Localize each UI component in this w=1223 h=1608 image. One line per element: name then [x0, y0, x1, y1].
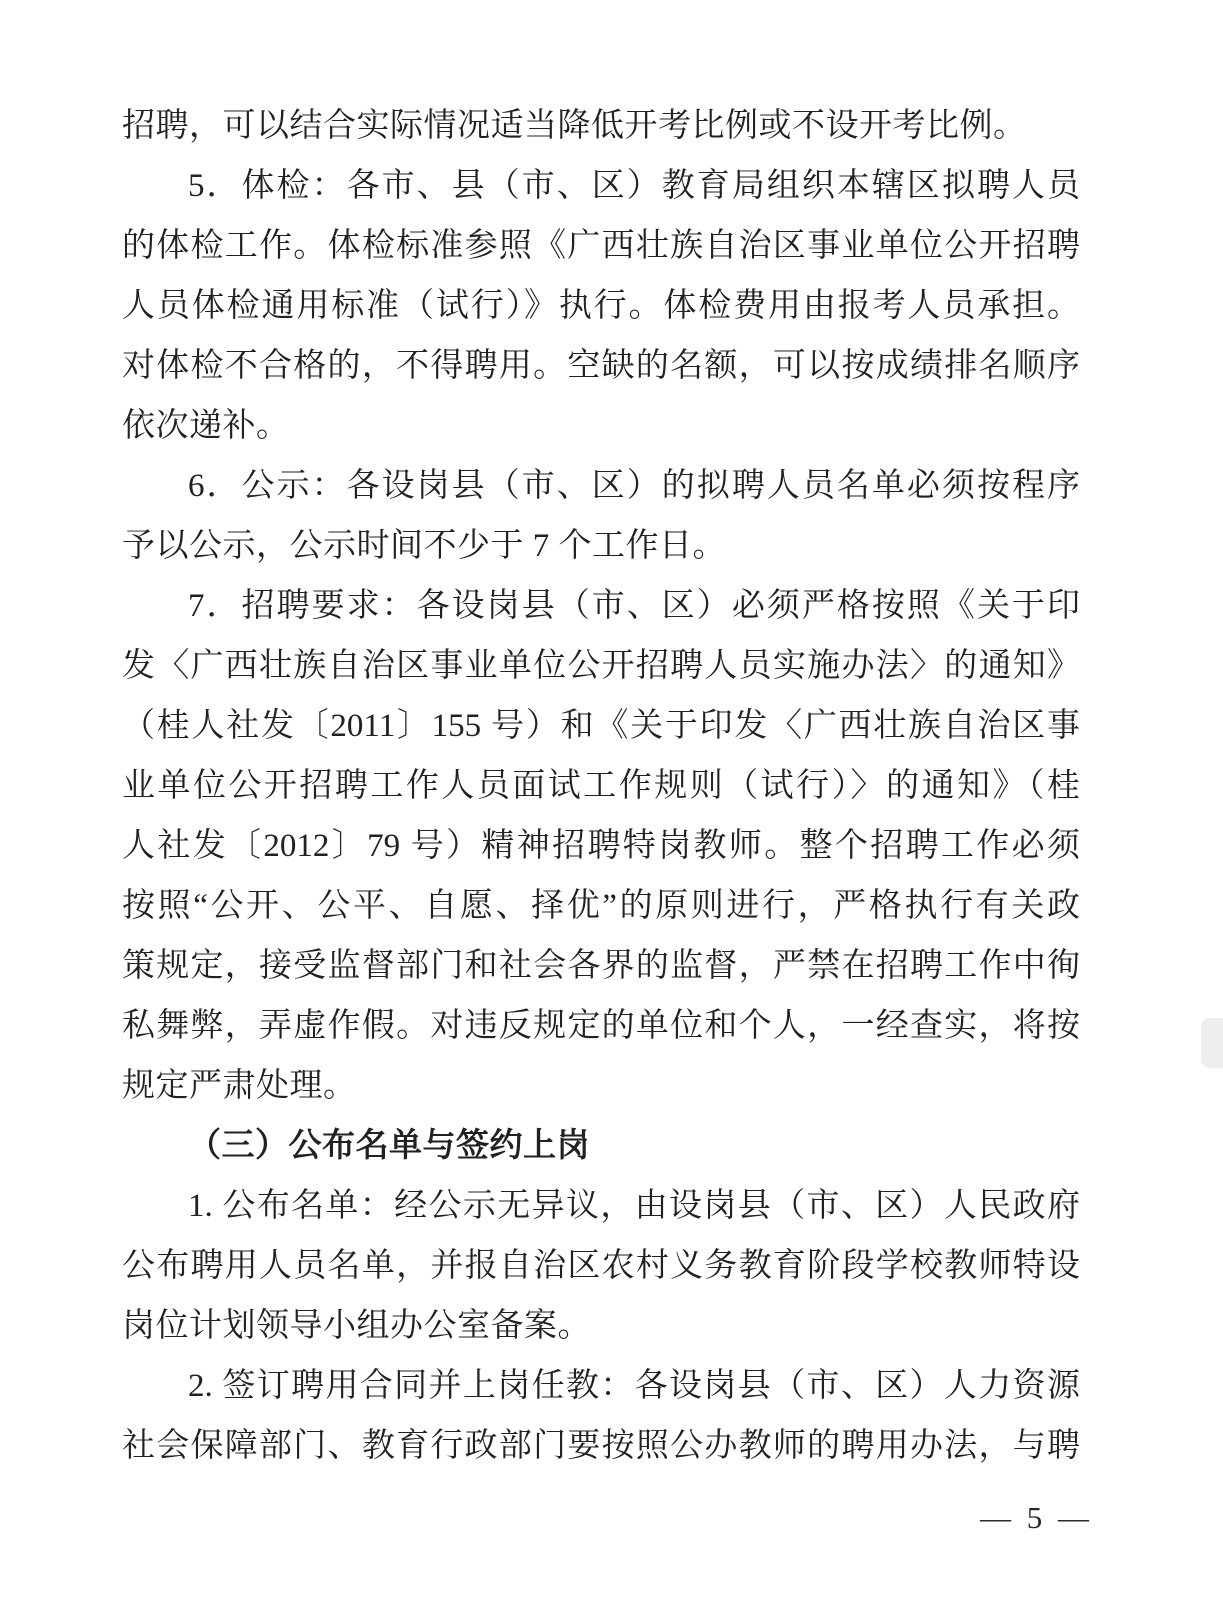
text-line: 5．体检：各市、县（市、区）教育局组织本辖区拟聘人员: [188, 168, 1080, 204]
text-line: 对体检不合格的，不得聘用。空缺的名额，可以按成绩排名顺序: [122, 348, 1080, 384]
text-line: 的体检工作。体检标准参照《广西壮族自治区事业单位公开招聘: [122, 228, 1080, 264]
text-line: 招聘，可以结合实际情况适当降低开考比例或不设开考比例。: [122, 108, 1027, 144]
text-line: 依次递补。: [122, 408, 290, 444]
text-line: 1. 公布名单：经公示无异议，由设岗县（市、区）人民政府: [188, 1188, 1080, 1224]
text-line: 7．招聘要求：各设岗县（市、区）必须严格按照《关于印: [188, 588, 1080, 624]
text-line: 予以公示，公示时间不少于 7 个工作日。: [122, 528, 726, 564]
text-line: 6．公示：各设岗县（市、区）的拟聘人员名单必须按程序: [188, 468, 1080, 504]
text-line: 岗位计划领导小组办公室备案。: [122, 1308, 591, 1344]
text-line: 业单位公开招聘工作人员面试工作规则（试行）〉的通知》（桂: [122, 768, 1080, 804]
scrollbar-thumb[interactable]: [1201, 1018, 1223, 1068]
text-line: 按照“公开、公平、自愿、择优”的原则进行，严格执行有关政: [122, 888, 1080, 924]
section-heading: （三）公布名单与签约上岗: [188, 1128, 590, 1164]
text-line: 策规定，接受监督部门和社会各界的监督，严禁在招聘工作中徇: [122, 948, 1080, 984]
text-line: 社会保障部门、教育行政部门要按照公办教师的聘用办法，与聘: [122, 1428, 1080, 1464]
text-line: 2. 签订聘用合同并上岗任教：各设岗县（市、区）人力资源: [188, 1368, 1080, 1404]
text-block: [122, 96, 1080, 1476]
text-line: 人员体检通用标准（试行）》执行。体检费用由报考人员承担。: [122, 288, 1080, 324]
text-line: 发〈广西壮族自治区事业单位公开招聘人员实施办法〉的通知》: [122, 648, 1080, 684]
text-line: 私舞弊，弄虚作假。对违反规定的单位和个人，一经查实，将按: [122, 1008, 1080, 1044]
text-line: （桂人社发〔2011〕155 号）和《关于印发〈广西壮族自治区事: [122, 708, 1080, 744]
text-line: 公布聘用人员名单，并报自治区农村义务教育阶段学校教师特设: [122, 1248, 1080, 1284]
text-line: 规定严肃处理。: [122, 1068, 357, 1104]
page-number: — 5 —: [980, 1500, 1093, 1535]
text-line: 人社发〔2012〕79 号）精神招聘特岗教师。整个招聘工作必须: [122, 828, 1080, 864]
